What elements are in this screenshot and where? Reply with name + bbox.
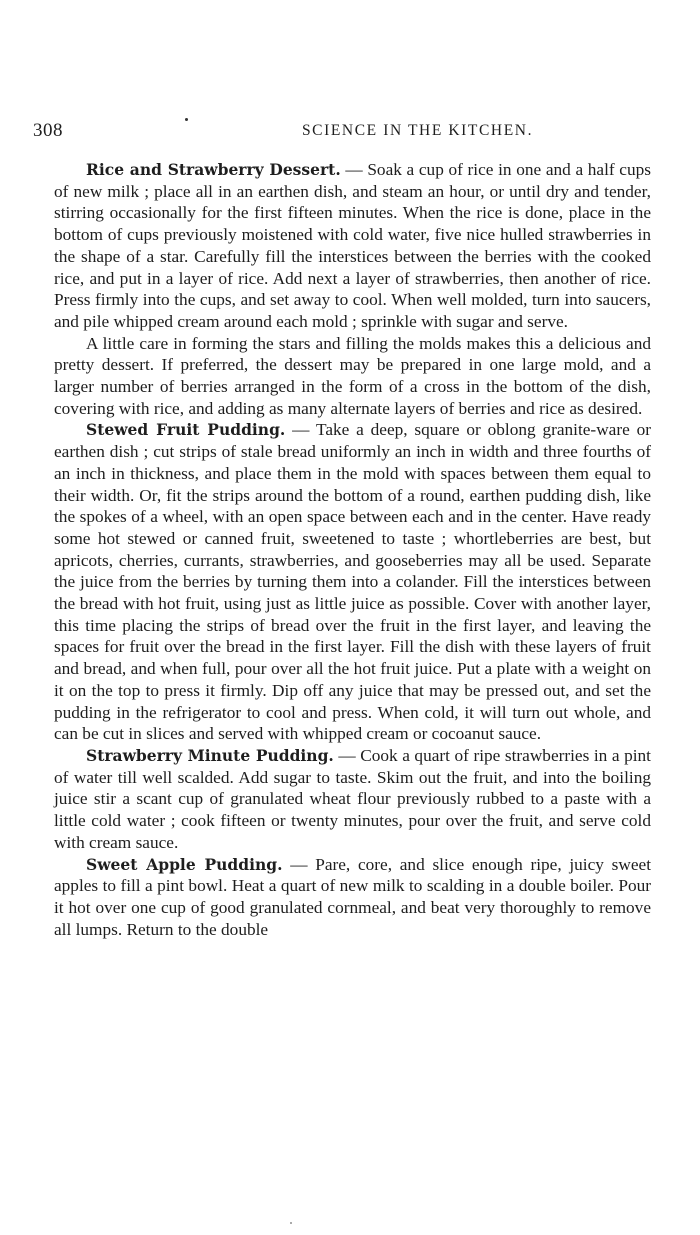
recipe-text: — Soak a cup of rice in one and a half cups of new milk ; place all in an earthen dish, and steam an hour, or until dry and tender, stirring occasionally for the first fifteen minutes. When the rice is done, place in the bottom of cups previously moistened with cold water, five nice hulled strawberries in the shape of a star. Carefully fill the interstices between the berries with the cooked rice, and put in a layer of rice. Add next a layer of strawberries, then another of rice. Press firmly into the cups, and set away to cool. When well molded, turn into saucers, and pile whipped cream around each mold ; sprinkle with sugar and serve. [54, 160, 651, 331]
paragraph-stewed-fruit-pudding [54, 419, 651, 745]
paragraph-note [54, 333, 651, 420]
page-header [33, 120, 652, 142]
recipe-title: Rice and Strawberry Dessert. [86, 160, 341, 179]
paragraph-sweet-apple-pudding [54, 854, 651, 941]
paragraph-rice-strawberry-dessert [54, 159, 651, 333]
recipe-text: — Take a deep, square or oblong granite-ware or earthen dish ; cut strips of stale bread uniformly an inch in width and three fourths of an inch in thickness, and place them in the mold with spaces between them equal to their width. Or, fit the strips around the bottom of a round, earthen pudding dish, like the spokes of a wheel, with an open space between each and in the center. Have ready some hot stewed or canned fruit, sweetened to taste ; whortleberries are best, but apricots, cherries, currants, strawberries, and gooseberries may all be used. Separate the juice from the berries by turning them into a colander. Fill the interstices between the bread with hot fruit, using just as little juice as possible. Cover with another layer, this time placing the strips of bread over the fruit in the first layer, and leaving the spaces for fruit over the bread in the first layer. Fill the dish with these layers of fruit and bread, and when full, pour over all the hot fruit juice. Put a plate with a weight on it on the top to press it firmly. Dip off any juice that may be pressed out, and set the pudding in the refrigerator to cool and press. When cold, it will turn out whole, and can be cut in slices and served with whipped cream or cocoanut sauce. [54, 420, 652, 744]
page-body [54, 159, 651, 940]
running-title: SCIENCE IN THE KITCHEN. [301, 122, 534, 139]
recipe-title: Strawberry Minute Pudding. [86, 745, 334, 765]
print-speck [185, 118, 188, 121]
print-speck [290, 1222, 292, 1224]
recipe-title: Stewed Fruit Pudding. [86, 420, 286, 440]
recipe-title: Sweet Apple Pudding. [86, 854, 283, 874]
note-text: A little care in forming the stars and filling the molds makes this a delicious and pretty dessert. If preferred, the dessert may be prepared in one large mold, and a larger number of berries arranged in the form of a cross in the bottom of the dish, covering with rice, and adding as many alternate layers of berries and rice as desired. [54, 333, 651, 418]
paragraph-strawberry-minute-pudding [54, 745, 651, 854]
page-number: 308 [33, 120, 63, 141]
recipe-text: — Cook a quart of ripe strawberries in a pint of water till well scalded. Add sugar to taste. Skim out the fruit, and into the boiling juice stir a scant cup of granulated wheat flour previously rubbed to a paste with a little cold water ; cook fifteen or twenty minutes, pour over the fruit, and serve cold with cream sauce. [54, 745, 651, 852]
recipe-text: — Pare, core, and slice enough ripe, juicy sweet apples to fill a pint bowl. Heat a quart of new milk to scalding in a double boiler. Pour it hot over one cup of good granulated cornmeal, and beat very thoroughly to remove all lumps. Return to the double [54, 854, 651, 939]
